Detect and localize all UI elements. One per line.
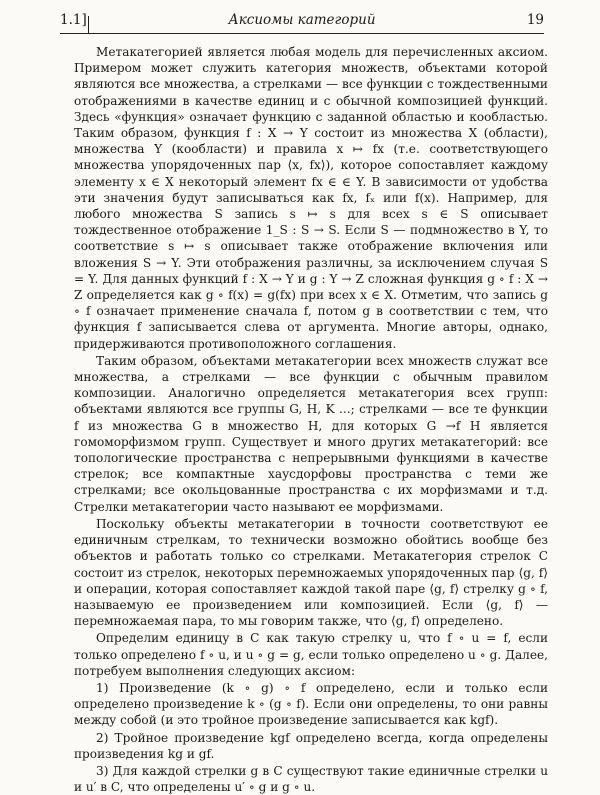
- running-title: Аксиомы категорий: [228, 12, 376, 28]
- paragraph: Таким образом, объектами метакатегории всех множеств служат все множества, а стрелками — все функции с обычным правилом композиции. Аналогично определяется метакатегория всех групп: объектами являются все группы G, H, K ...; стрелками — все те функции f из множества G в множество H, для которых G →f H является гомоморфизмом групп. Существует и много других метакатегорий: все топологические пространства с непрерывными функциями в качестве стрелок; все компактные хаусдорфовы пространства с теми же стрелками; все окольцованные пространства с их морфизмами и т.д. Стрелки метакатегории часто называют ее морфизмами.: [74, 353, 548, 514]
- page-number: 19: [526, 12, 544, 28]
- section-marker: 1.1]: [60, 12, 87, 28]
- paragraph: Определим единицу в C как такую стрелку u, что f ∘ u = f, если только определено f ∘ u, и u ∘ g = g, если только определено u ∘ g. Далее, потребуем выполнения следующих аксиом:: [74, 631, 548, 678]
- running-head: [60, 12, 544, 32]
- paragraph: 3) Для каждой стрелки g в C существуют такие единичные стрелки u и u′ в C, что определены u′ ∘ g и g ∘ u.: [74, 763, 548, 795]
- paragraph: 2) Тройное произведение kgf определено всегда, когда определены произведения kg и gf.: [74, 730, 548, 761]
- header-rule: [60, 33, 544, 34]
- paragraph: Поскольку объекты метакатегории в точности соответствуют ее единичным стрелкам, то технически возможно обойтись вообще без объектов и работать только со стрелками. Метакатегория стрелок C состоит из стрелок, некоторых перемножаемых упорядоченных пар ⟨g, f⟩ и операции, которая сопоставляет каждой такой паре ⟨g, f⟩ стрелку g ∘ f, называемую ее произведением или композицией. Если ⟨g, f⟩ — перемножаемая пара, то мы говорим также, что ⟨g, f⟩ определено.: [74, 516, 548, 629]
- paragraph: Метакатегорией является любая модель для перечисленных аксиом. Примером может служить категория множеств, объектами которой являются все множества, а стрелками — все функции с тождественными отображениями в качестве единиц и с обычной композицией функций. Здесь «функция» означает функцию с заданной областью и кообластью. Таким образом, функция f : X → Y состоит из множества X (области), множества Y (кообласти) и правила x ↦ fx (т.е. соответствующего множества упорядоченных пар ⟨x, fx⟩), которое сопоставляет каждому элементу x ∈ X некоторый элемент fx ∈ ∈ Y. В зависимости от удобства эти значения будут записываться как fx, fₓ или f(x). Например, для любого множества S запись s ↦ s для всех s ∈ S описывает тождественное отображение 1_S : S → S. Если S — подмножество в Y, то соответствие s ↦ s описывает также отображение включения или вложения S → Y. Эти отображения различны, за исключением случая S = Y. Для данных функций f : X → Y и g : Y → Z сложная функция g ∘ f : X → Z определяется как g ∘ f(x) = g(fx) при всех x ∈ X. Отметим, что запись g ∘ f означает применение сначала f, потом g в соответствии с тем, что функция f записывается слева от аргумента. Многие авторы, однако, придерживаются противоположного соглашения.: [74, 45, 548, 351]
- paragraph: 1) Произведение (k ∘ g) ∘ f определено, если и только если определено произведение k ∘ (g ∘ f). Если они определены, то они равны между собой (и это тройное произведение записывается как kgf).: [74, 680, 548, 728]
- header-tick: [88, 16, 89, 33]
- page-body: [74, 44, 548, 795]
